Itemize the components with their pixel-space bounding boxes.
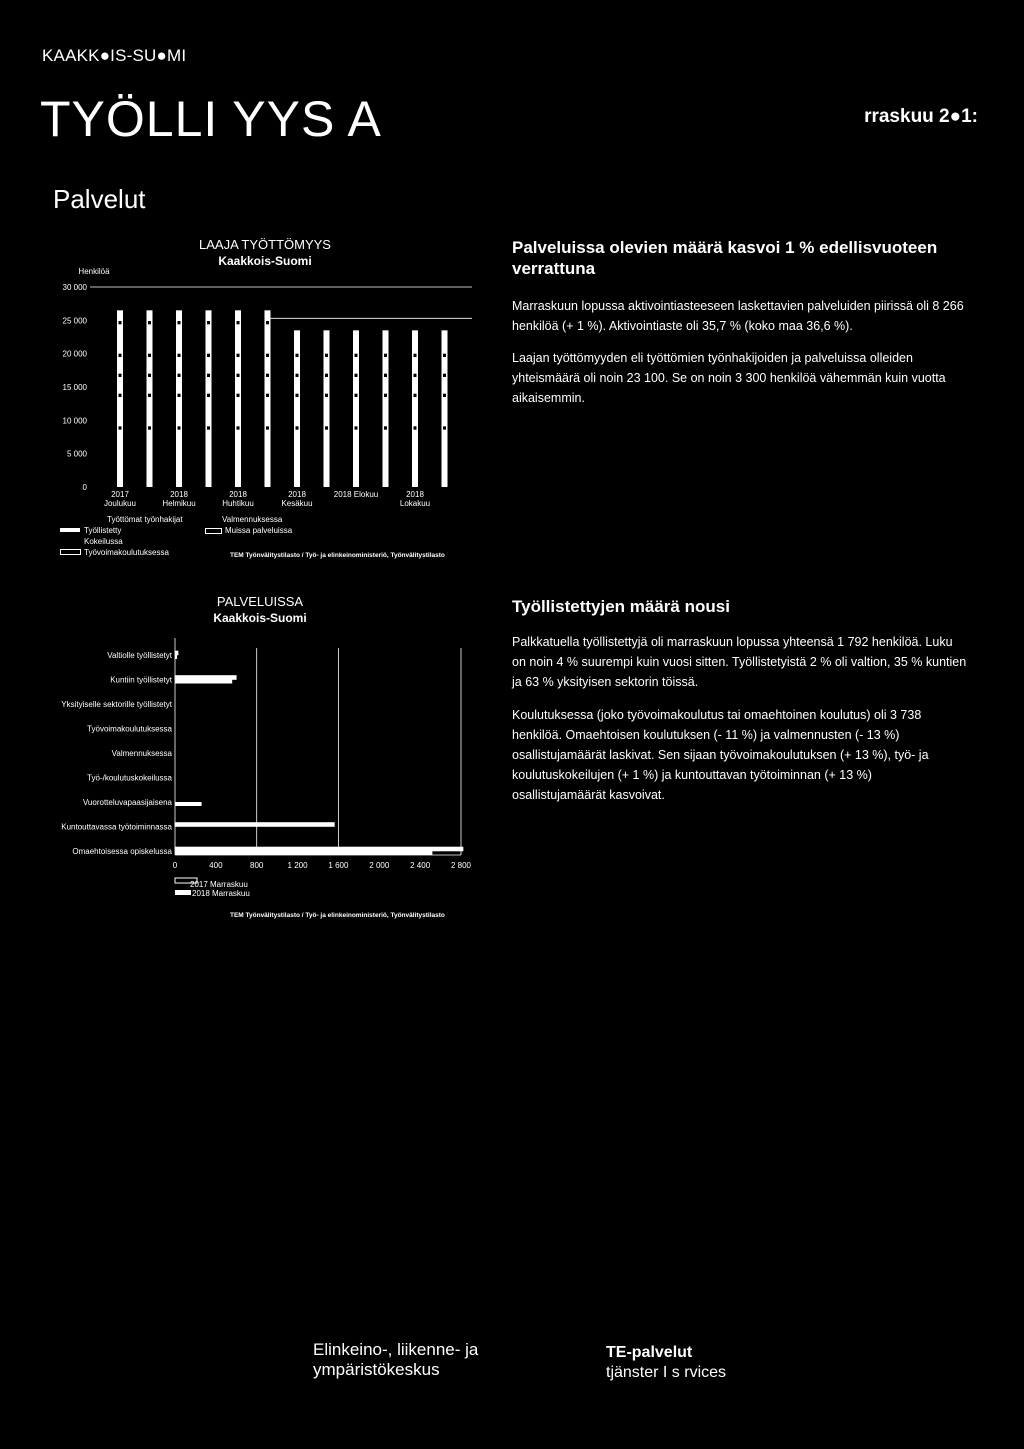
chart1-ytick: 25 000: [62, 316, 87, 326]
chart1-bar-gap: [207, 354, 210, 357]
chart2-category-label: Omaehtoisessa opiskelussa: [72, 847, 172, 856]
chart1-bar-gap: [119, 426, 122, 429]
chart1-ytick: 0: [82, 483, 87, 492]
chart2-bar-2018: [175, 655, 177, 659]
paragraph-wide-unemployment: Laajan työttömyyden eli työttömien työnhakijoiden ja palveluissa olleiden yhteismäärä oli noin 23 100. Se on noin 3 300 henkilöä vähemmän kuin vuotta aikaisemmin.: [512, 351, 946, 405]
chart1-bar-gap: [384, 354, 387, 357]
chart2-bar-2017: [175, 651, 178, 655]
chart1-xtick-month: Helmikuu: [162, 499, 196, 508]
chart1-bar-gap: [443, 374, 446, 377]
te-line2: tjänster I s rvices: [606, 1364, 727, 1381]
chart1-bar-gap: [119, 394, 122, 397]
chart2-xtick: 400: [209, 861, 223, 870]
chart1-ytick: 20 000: [62, 349, 87, 359]
chart1-bar-gap: [443, 394, 446, 397]
chart1-bar-gap: [355, 394, 358, 397]
chart2-bar-2018: [175, 802, 202, 806]
te-logo-text: [606, 1343, 726, 1383]
legend-2017: 2017 Marraskuu: [190, 880, 248, 889]
chart1-bar-gap: [237, 394, 240, 397]
legend-other: Muissa palveluissa: [225, 526, 293, 535]
chart2-bar-2018: [175, 851, 432, 855]
chart2-bar-2017: [175, 847, 463, 851]
chart2-subtitle: Kaakkois-Suomi: [213, 611, 307, 625]
region-name: KAAKK●IS-SU●MI: [42, 46, 187, 65]
chart2-hbar-chart: [40, 630, 490, 930]
chart1-bar-gap: [178, 321, 181, 324]
chart1-ytick: 10 000: [62, 416, 87, 426]
chart1-bar-gap: [178, 394, 181, 397]
chart1-subtitle: Kaakkois-Suomi: [218, 254, 312, 268]
chart1-bar-gap: [414, 354, 417, 357]
chart2-category-label: Yksityiselle sektorille työllistetyt: [61, 700, 172, 709]
chart1-title: LAAJA TYÖTTÖMYYS: [199, 237, 331, 252]
chart2-category-label: Työvoimakoulutuksessa: [87, 724, 172, 734]
paragraph-training: Koulutuksessa (joko työvoimakoulutus tai omaehtoinen koulutus) oli 3 738 henkilöä. Omaehtoisen koulutuksen (- 11 %) ja valmennusten (- 13 %) osallistujamäärät laskivat. Sen sijaan työvoimakoulutuksen (+ 13 %), työ- ja koulutuskokeilujen (+ 1 %) ja kuntouttavan työtoiminnan (+ 13 %) osallistujamäärät kasvoivat.: [512, 708, 929, 802]
chart1-bar: [147, 310, 153, 487]
chart1-bar-gap: [296, 354, 299, 357]
chart1-bar-gap: [443, 354, 446, 357]
chart1-bar-gap: [325, 374, 328, 377]
section-title: Palvelut: [53, 184, 146, 214]
chart1-bar-gap: [266, 426, 269, 429]
legend-swatch-2018: [175, 890, 191, 895]
heading-services: Palveluissa olevien määrä kasvoi 1 % edellisvuoteen verrattuna: [512, 238, 938, 278]
chart1-bar-gap: [325, 354, 328, 357]
chart2-xtick: 2 000: [369, 861, 390, 870]
chart1-bar-gap: [178, 426, 181, 429]
chart1-bar-gap: [355, 354, 358, 357]
report-month: rraskuu 2●1:: [864, 106, 978, 127]
chart2-xtick: 1 600: [328, 861, 349, 870]
chart2-xtick: 0: [172, 861, 178, 870]
chart1-ytick: 5 000: [66, 449, 87, 459]
legend-employed: Työllistetty: [84, 526, 122, 535]
te-line1: TE-palvelut: [606, 1344, 693, 1361]
chart1-bar-gap: [296, 394, 299, 397]
chart1-bar-gap: [266, 374, 269, 377]
chart1-xtick-year: 2018 Elokuu: [333, 490, 379, 499]
chart1-bar-gap: [119, 374, 122, 377]
chart1-bar: [235, 310, 241, 487]
chart1-bar-gap: [237, 426, 240, 429]
chart1-xtick-month: Lokakuu: [399, 499, 431, 508]
chart1-ylabel: Henkilöä: [78, 267, 110, 276]
chart1-xtick-month: Kesäkuu: [281, 499, 313, 508]
chart1-bar-gap: [414, 374, 417, 377]
chart1-bar-gap: [178, 374, 181, 377]
chart1-ytick: 30 000: [62, 283, 87, 292]
chart2-title: PALVELUISSA: [216, 594, 304, 609]
chart1-bar-gap: [296, 426, 299, 429]
chart2-xtick: 800: [250, 861, 264, 870]
page-title: TYÖLLI YYS A: [40, 91, 382, 147]
chart1-bar-gap: [148, 374, 151, 377]
chart1-bar-gap: [355, 426, 358, 429]
chart1-bar-gap: [414, 426, 417, 429]
chart1-xtick-year: 2017: [111, 490, 129, 499]
chart1-bar-gap: [266, 354, 269, 357]
chart1-bar-gap: [207, 394, 210, 397]
chart1-bar-gap: [325, 426, 328, 429]
legend-swatch-training: [61, 550, 81, 555]
chart1-bar-gap: [266, 321, 269, 324]
chart1-bar-gap: [296, 374, 299, 377]
legend-coaching: Valmennuksessa: [222, 515, 283, 524]
chart2-category-label: Työ-/koulutuskokeilussa: [87, 773, 172, 783]
chart1-bar-gap: [207, 374, 210, 377]
chart1-bar-gap: [325, 394, 328, 397]
legend-swatch-other: [206, 529, 222, 534]
chart1-bar-gap: [355, 374, 358, 377]
chart2-category-label: Kuntouttavassa työtoiminnassa: [61, 822, 172, 832]
chart1-bar: [206, 310, 212, 487]
chart1-bar-gap: [237, 321, 240, 324]
chart1-xtick-year: 2018: [170, 490, 188, 499]
chart1-xtick-year: 2018: [229, 490, 247, 499]
chart1-bar-gap: [207, 426, 210, 429]
chart1-bar-gap: [266, 394, 269, 397]
paragraph-employed: Palkkatuella työllistettyjä oli marraskuun lopussa yhteensä 1 792 henkilöä. Luku on noin 4 % suurempi kuin vuosi sitten. Työllistetyistä 2 % oli valtion, 35 % kuntien ja 63 % yksityisen sektorin töissä.: [512, 635, 967, 689]
paragraph-activation: Marraskuun lopussa aktivointiasteeseen laskettavien palveluiden piirissä oli 8 266 henkilöä (+ 1 %). Aktivointiaste oli 35,7 % (koko maa 36,6 %).: [512, 299, 964, 333]
chart2-category-label: Valtiolle työllistetyt: [107, 651, 172, 660]
chart1-bar-gap: [414, 394, 417, 397]
chart1-bar-gap: [119, 354, 122, 357]
chart1-bar-gap: [384, 394, 387, 397]
chart2-category-label: Valmennuksessa: [111, 749, 172, 758]
chart1-bar-gap: [237, 354, 240, 357]
chart1-bar-gap: [207, 321, 210, 324]
legend-training: Työvoimakoulutuksessa: [84, 548, 169, 557]
chart1-xtick-year: 2018: [288, 490, 306, 499]
ely-logo-text: [313, 1340, 478, 1380]
legend-2018: 2018 Marraskuu: [192, 889, 250, 898]
chart1-bar-gap: [237, 374, 240, 377]
chart1-bar-gap: [148, 394, 151, 397]
chart2-category-label: Kuntiin työllistetyt: [110, 675, 172, 685]
chart2-bar-2017: [175, 676, 236, 680]
legend-swatch-employed: [60, 528, 80, 532]
chart1-bar-gap: [178, 354, 181, 357]
chart1-bar: [265, 310, 271, 487]
chart1-bar-gap: [443, 426, 446, 429]
chart1-bar-gap: [148, 354, 151, 357]
chart1-bar-gap: [384, 374, 387, 377]
chart1-bar-gap: [384, 426, 387, 429]
chart1-bar-gap: [148, 321, 151, 324]
chart1-bar: [117, 310, 123, 487]
chart2-xtick: 1 200: [287, 861, 308, 870]
ely-line1: Elinkeino-, liikenne- ja: [313, 1340, 479, 1359]
chart2-bar-2018: [175, 680, 232, 684]
chart1-legend: [60, 512, 480, 562]
legend-trial: Kokeilussa: [84, 537, 123, 546]
chart1-bar-gap: [148, 426, 151, 429]
ely-line2: ympäristökeskus: [313, 1360, 440, 1379]
chart1-source: TEM Työnvälitystilasto / Työ- ja elinkeinoministeriö, Työnvälitystilasto: [230, 552, 445, 559]
chart1-bar-gap: [119, 321, 122, 324]
chart2-bar-2017: [175, 823, 334, 827]
chart1-xtick-month: Joulukuu: [103, 499, 137, 508]
heading-employed: Työllistettyjen määrä nousi: [512, 597, 730, 616]
chart2-xtick: 2 800: [450, 861, 472, 870]
chart1-bar: [176, 310, 182, 487]
chart2-xtick: 2 400: [410, 861, 431, 870]
chart1-xtick-month: Huhtikuu: [222, 499, 254, 508]
chart2-title-block: [190, 594, 330, 625]
chart1-xtick-year: 2018: [406, 490, 424, 499]
chart1-ytick: 15 000: [62, 383, 87, 392]
chart2-source: TEM Työnvälitystilasto / Työ- ja elinkeinoministeriö, Työnvälitystilasto: [230, 912, 445, 919]
chart2-category-label: Vuorotteluvapaasijaisena: [82, 798, 172, 807]
legend-unemployed: Työttömat työnhakijat: [107, 515, 183, 524]
